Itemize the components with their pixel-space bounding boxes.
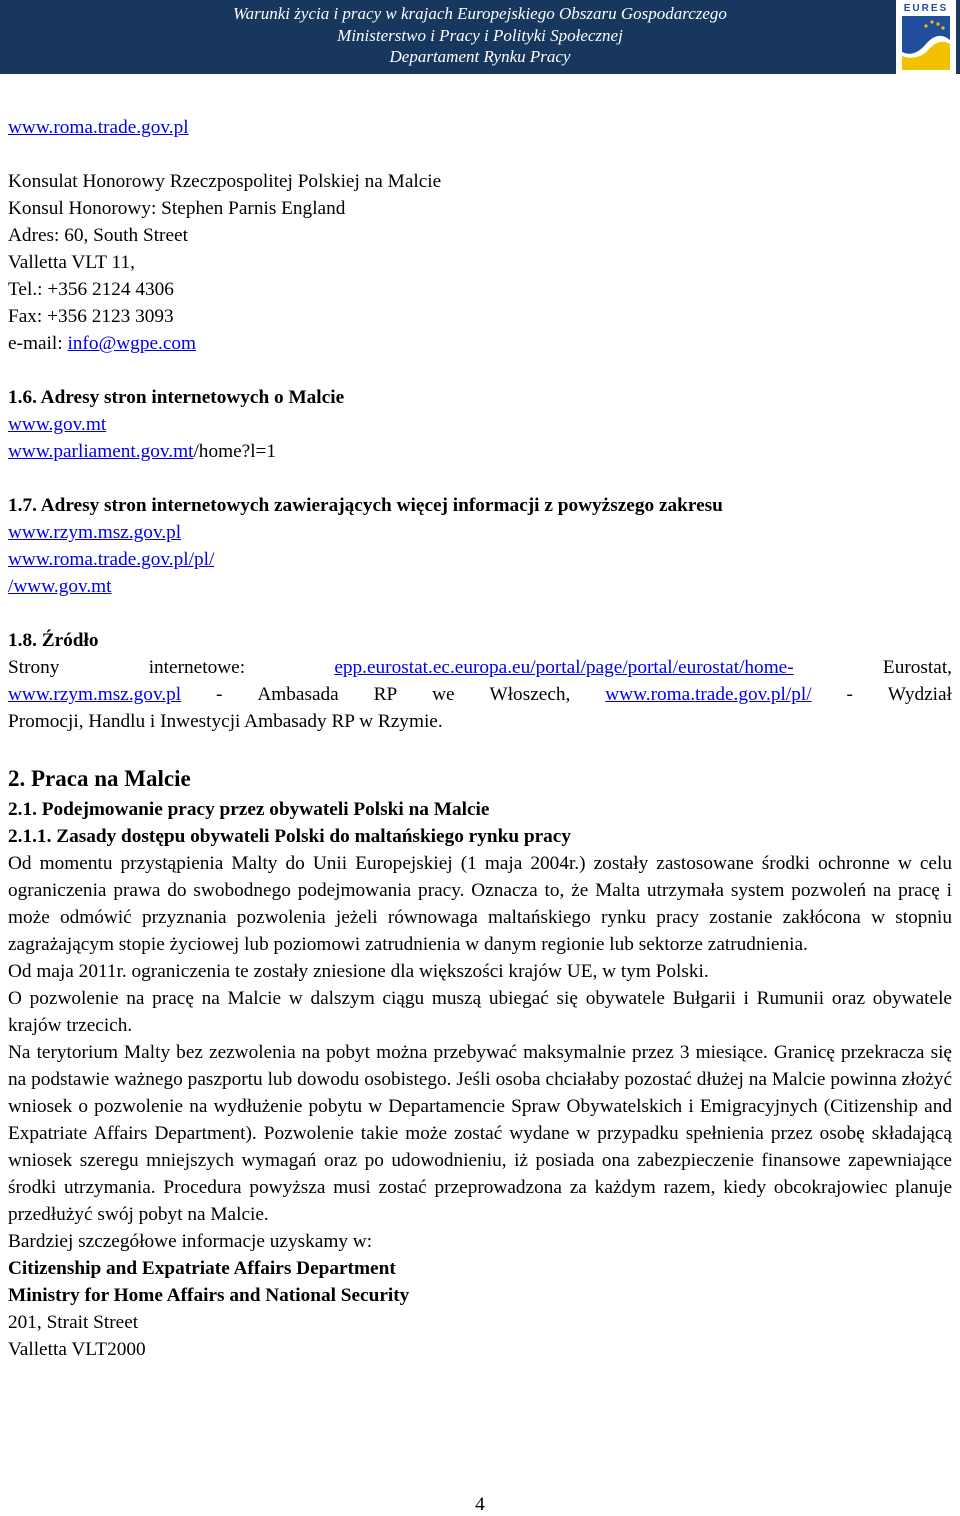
source-word: RP	[373, 684, 398, 705]
link-gov-mt[interactable]: www.gov.mt	[8, 414, 107, 435]
link-parliament-suffix: /home?l=1	[193, 441, 277, 462]
link-rzym-msz-2[interactable]: www.rzym.msz.gov.pl	[8, 684, 182, 705]
consulate-line-5: Tel.: +356 2124 4306	[8, 279, 174, 300]
section-1-7-title: 1.7. Adresy stron internetowych zawierających więcej informacji z powyższego zakresu	[8, 495, 723, 516]
header-line-2: Ministerstwo i Pracy i Polityki Społecznej	[337, 25, 623, 45]
email-link[interactable]: info@wgpe.com	[67, 333, 197, 354]
department-name: Citizenship and Expatriate Affairs Department	[8, 1258, 396, 1279]
source-word: Ambasada	[257, 684, 339, 705]
source-word: Strony	[8, 657, 60, 678]
source-line-1	[8, 654, 952, 681]
link-rzym-msz[interactable]: www.rzym.msz.gov.pl	[8, 522, 182, 543]
page-number: 4	[475, 1494, 485, 1515]
source-word: Włoszech,	[489, 684, 571, 705]
eures-logo	[896, 0, 956, 74]
link-roma-trade-pl[interactable]: www.roma.trade.gov.pl/pl/	[8, 549, 215, 570]
section-2-title: 2. Praca na Malcie	[8, 766, 191, 791]
section-2-1-title: 2.1. Podejmowanie pracy przez obywateli Polski na Malcie	[8, 799, 490, 820]
header-text	[0, 3, 960, 68]
section-1-6-title: 1.6. Adresy stron internetowych o Malcie	[8, 387, 345, 408]
ministry-name: Ministry for Home Affairs and National Security	[8, 1285, 410, 1306]
source-word: Wydział	[887, 684, 952, 705]
source-line-2	[8, 681, 952, 708]
header-line-3: Departament Rynku Pracy	[389, 47, 571, 66]
source-line-3: Promocji, Handlu i Inwestycji Ambasady RP w Rzymie.	[8, 711, 443, 732]
consulate-line-3: Adres: 60, South Street	[8, 225, 188, 246]
paragraph-4: Na terytorium Malty bez zezwolenia na pobyt można przebywać maksymalnie przez 3 miesiące. Granicę przekracza się na podstawie ważnego paszportu lub dowodu osobistego. Jeśli osoba chciałaby pozostać dłużej na Malcie powinna złożyć wniosek o pozwolenie na wydłużenie pobytu w Departamencie Spraw Obywatelskich i Emigracyjnych (Citizenship and Expatriate Affairs Department). Pozwolenie takie może zostać wydane w przypadku spełnienia przez osobę składającą wniosek szeregu mniejszych wymagań oraz po udowodnieniu, iż posiada ona zabezpieczenie finansowe zapewniające środki utrzymania. Procedura powyższa musi zostać przeprowadzona za każdym razem, kiedy obcokrajowiec planuje przedłużyć swój pobyt na Malcie.	[8, 1042, 952, 1225]
svg-text:EURES: EURES	[903, 3, 949, 14]
source-word: Eurostat,	[882, 657, 952, 678]
consulate-line-4: Valletta VLT 11,	[8, 252, 135, 273]
link-roma-trade-pl-2[interactable]: www.roma.trade.gov.pl/pl/	[605, 684, 812, 705]
source-word: -	[216, 684, 223, 705]
source-word: internetowe:	[148, 657, 246, 678]
header-line-1: Warunki życia i pracy w krajach Europejskiego Obszaru Gospodarczego	[233, 4, 727, 23]
paragraph-1: Od momentu przystąpienia Malty do Unii Europejskiej (1 maja 2004r.) zostały zastosowane środki ochronne w celu ograniczenia prawa do swobodnego podejmowania pracy. Oznacza to, że Malta utrzymała system pozwoleń na pracę i może odmówić przyznania pozwolenia jeżeli równowaga maltańskiego rynku pracy zostanie zakłócona w stopniu zagrażającym stopie życiowej lub poziomowi zatrudnienia w danym regionie lub sektorze zatrudnienia.	[8, 853, 952, 955]
consulate-line-6: Fax: +356 2123 3093	[8, 306, 174, 327]
paragraph-5: Bardziej szczegółowe informacje uzyskamy w:	[8, 1231, 373, 1252]
link-parliament[interactable]: www.parliament.gov.mt	[8, 441, 194, 462]
address-line-1: 201, Strait Street	[8, 1312, 139, 1333]
section-1-8-title: 1.8. Źródło	[8, 630, 99, 651]
consulate-line-2: Konsul Honorowy: Stephen Parnis England	[8, 198, 346, 219]
section-2-1-1-title: 2.1.1. Zasady dostępu obywateli Polski do maltańskiego rynku pracy	[8, 826, 571, 847]
email-label: e-mail:	[8, 333, 68, 354]
link-www-gov-mt[interactable]: /www.gov.mt	[8, 576, 112, 597]
source-word: -	[846, 684, 853, 705]
address-line-2: Valletta VLT2000	[8, 1339, 146, 1360]
paragraph-3: O pozwolenie na pracę na Malcie w dalszym ciągu muszą ubiegać się obywatele Bułgarii i Rumunii oraz obywatele krajów trzecich.	[8, 988, 952, 1036]
page-header	[0, 0, 960, 74]
link-eurostat[interactable]: epp.eurostat.ec.europa.eu/portal/page/portal/eurostat/home-	[334, 657, 794, 678]
document-body	[8, 114, 952, 1363]
consulate-line-1: Konsulat Honorowy Rzeczpospolitej Polskiej na Malcie	[8, 171, 442, 192]
paragraph-2: Od maja 2011r. ograniczenia te zostały zniesione dla większości krajów UE, w tym Polski.	[8, 961, 709, 982]
link-roma-trade[interactable]: www.roma.trade.gov.pl	[8, 117, 189, 138]
source-word: we	[432, 684, 455, 705]
